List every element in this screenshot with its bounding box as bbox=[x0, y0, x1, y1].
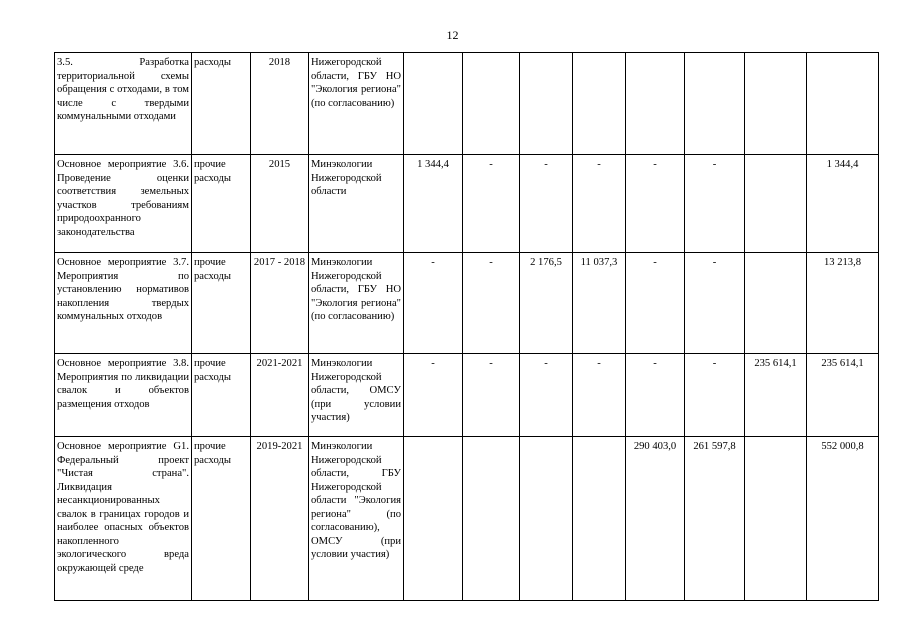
total-cell bbox=[807, 53, 879, 155]
value-cell bbox=[520, 53, 573, 155]
value-cell bbox=[745, 253, 807, 354]
value-cell: - bbox=[573, 155, 626, 253]
value-cell: - bbox=[404, 354, 463, 437]
period: 2018 bbox=[251, 53, 309, 155]
measure-description: Основное мероприятие G1. Федеральный проект "Чистая страна". Ликвидация несанкционированных свалок в границах городов и наиболее опасных объектов накопленного экологического вреда окружающей среде bbox=[55, 437, 192, 601]
page-number: 12 bbox=[446, 28, 459, 42]
table-row bbox=[55, 53, 879, 155]
value-cell: - bbox=[463, 253, 520, 354]
executor: Минэкологии Нижегородской области bbox=[309, 155, 404, 253]
value-cell: 1 344,4 bbox=[404, 155, 463, 253]
total-cell: 552 000,8 bbox=[807, 437, 879, 601]
value-cell: - bbox=[573, 354, 626, 437]
value-cell: - bbox=[626, 155, 685, 253]
value-cell: 261 597,8 bbox=[685, 437, 745, 601]
value-cell: - bbox=[463, 354, 520, 437]
executor: Минэкологии Нижегородской области, ГБУ НО "Экология региона" (по согласованию) bbox=[309, 253, 404, 354]
total-cell: 1 344,4 bbox=[807, 155, 879, 253]
value-cell: - bbox=[404, 253, 463, 354]
value-cell bbox=[404, 437, 463, 601]
value-cell: - bbox=[463, 155, 520, 253]
measure-description: 3.5. Разработка территориальной схемы обращения с отходами, в том числе с твердыми коммунальными отходами bbox=[55, 53, 192, 155]
expense-type: прочие расходы bbox=[192, 253, 251, 354]
value-cell bbox=[404, 53, 463, 155]
period: 2017 - 2018 bbox=[251, 253, 309, 354]
value-cell bbox=[626, 53, 685, 155]
period: 2021-2021 bbox=[251, 354, 309, 437]
total-cell: 13 213,8 bbox=[807, 253, 879, 354]
table-row bbox=[55, 437, 879, 601]
table-row bbox=[55, 253, 879, 354]
measure-description: Основное мероприятие 3.8. Мероприятия по ликвидации свалок и объектов размещения отходов bbox=[55, 354, 192, 437]
period: 2015 bbox=[251, 155, 309, 253]
value-cell: 235 614,1 bbox=[745, 354, 807, 437]
table-row bbox=[55, 155, 879, 253]
executor: Нижегородской области, ГБУ НО "Экология региона" (по согласованию) bbox=[309, 53, 404, 155]
table-row bbox=[55, 354, 879, 437]
period: 2019-2021 bbox=[251, 437, 309, 601]
value-cell bbox=[573, 53, 626, 155]
value-cell: 11 037,3 bbox=[573, 253, 626, 354]
value-cell bbox=[463, 437, 520, 601]
value-cell bbox=[745, 155, 807, 253]
value-cell bbox=[573, 437, 626, 601]
expense-type: расходы bbox=[192, 53, 251, 155]
measure-description: Основное мероприятие 3.6. Проведение оценки соответствия земельных участков требованиям природоохранного законодательства bbox=[55, 155, 192, 253]
value-cell bbox=[745, 437, 807, 601]
budget-table bbox=[54, 52, 879, 601]
executor: Минэкологии Нижегородской области, ОМСУ (при условии участия) bbox=[309, 354, 404, 437]
executor: Минэкологии Нижегородской области, ГБУ Нижегородской области "Экология региона" (по согласованию), ОМСУ (при условии участия) bbox=[309, 437, 404, 601]
value-cell: - bbox=[520, 354, 573, 437]
value-cell: - bbox=[626, 354, 685, 437]
expense-type: прочие расходы bbox=[192, 354, 251, 437]
value-cell bbox=[685, 53, 745, 155]
measure-description: Основное мероприятие 3.7. Мероприятия по установлению нормативов накопления твердых коммунальных отходов bbox=[55, 253, 192, 354]
total-cell: 235 614,1 bbox=[807, 354, 879, 437]
value-cell bbox=[520, 437, 573, 601]
value-cell: - bbox=[626, 253, 685, 354]
value-cell: - bbox=[520, 155, 573, 253]
value-cell bbox=[745, 53, 807, 155]
value-cell: - bbox=[685, 253, 745, 354]
value-cell: - bbox=[685, 354, 745, 437]
expense-type: прочие расходы bbox=[192, 155, 251, 253]
value-cell: - bbox=[685, 155, 745, 253]
value-cell: 290 403,0 bbox=[626, 437, 685, 601]
expense-type: прочие расходы bbox=[192, 437, 251, 601]
value-cell bbox=[463, 53, 520, 155]
value-cell: 2 176,5 bbox=[520, 253, 573, 354]
